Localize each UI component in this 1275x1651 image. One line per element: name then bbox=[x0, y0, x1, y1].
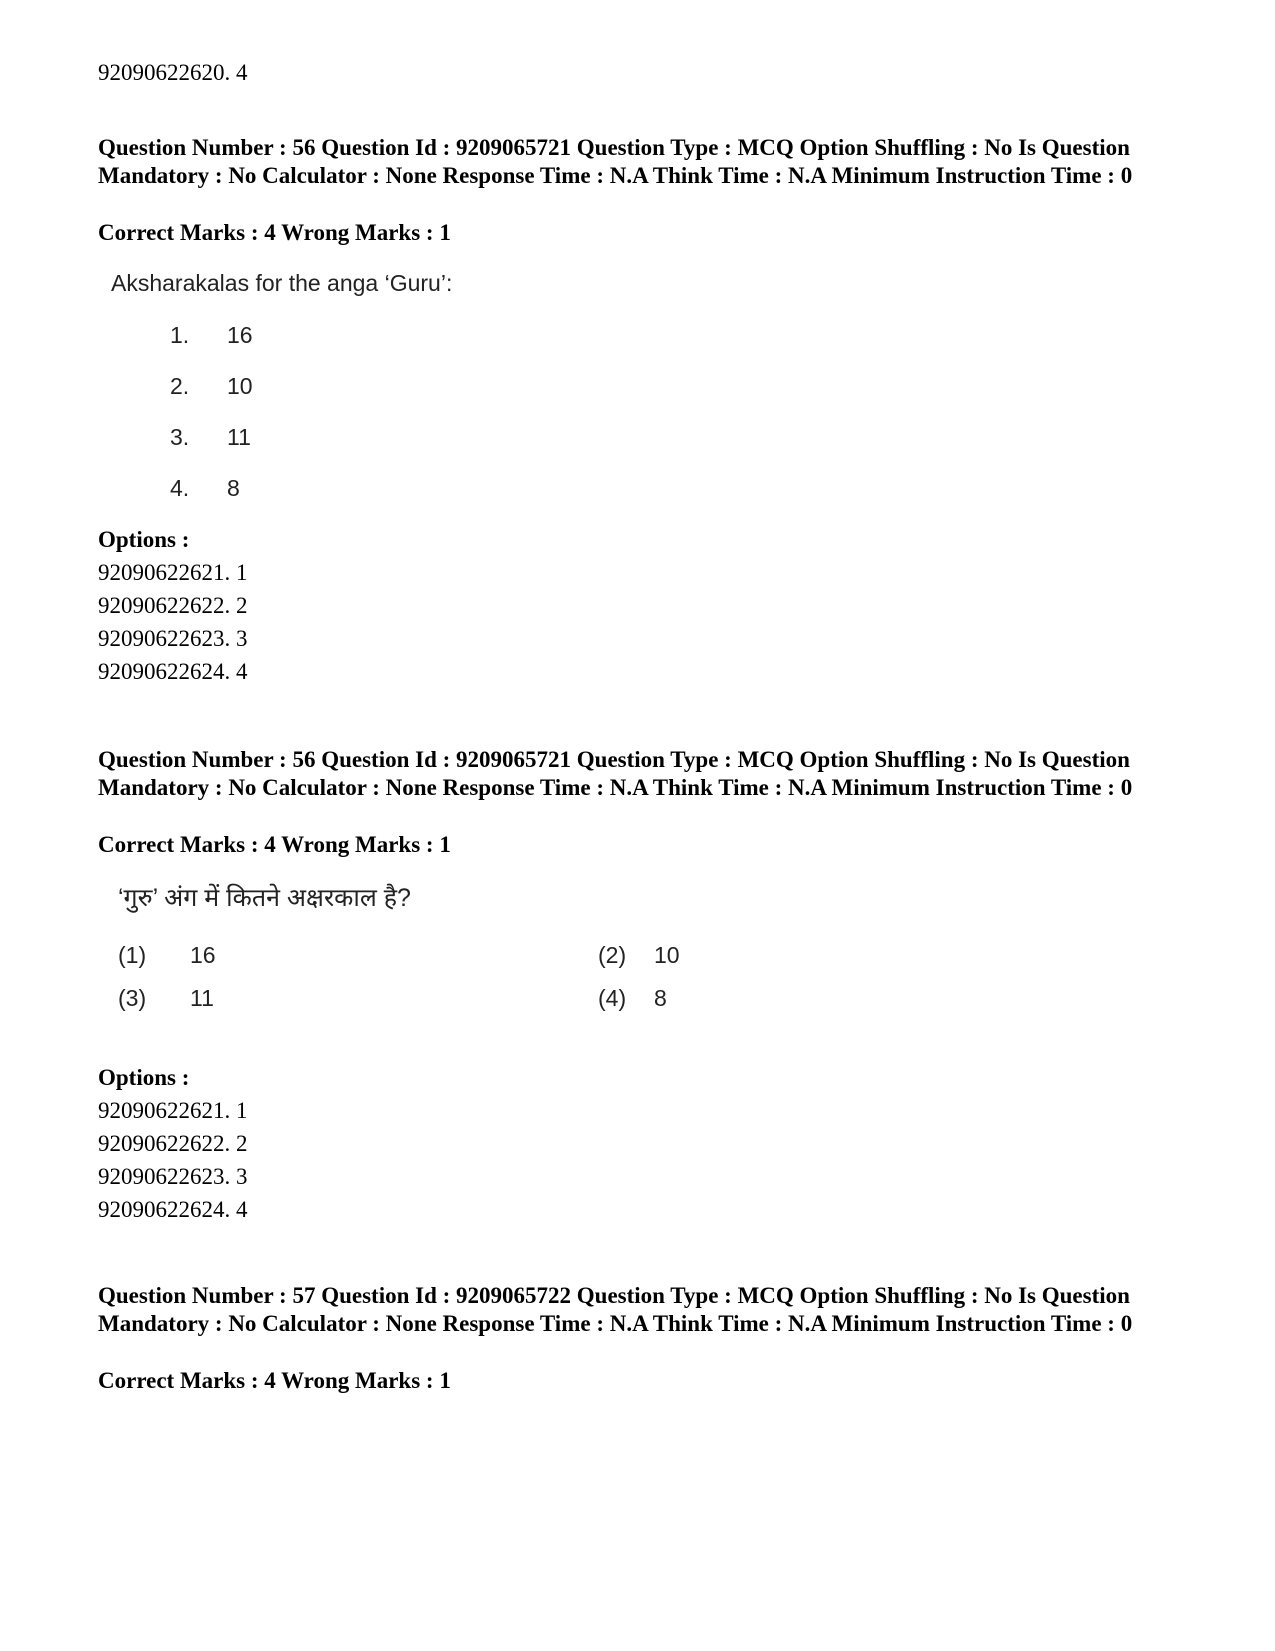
choice-value: 11 bbox=[190, 985, 214, 1011]
choice-cell bbox=[598, 942, 680, 969]
choice-value: 10 bbox=[227, 373, 253, 399]
marks-line: Correct Marks : 4 Wrong Marks : 1 bbox=[98, 832, 451, 857]
option-item: 92090622624. 4 bbox=[98, 659, 248, 684]
choice-number: 2. bbox=[170, 373, 190, 399]
choice-number: (2) bbox=[598, 942, 627, 968]
option-item: 92090622622. 2 bbox=[98, 593, 248, 618]
question-header: Question Number : 56 Question Id : 9209065721 Question Type : MCQ Option Shuffling : No Is Question Mandatory : No Calculator : None Response Time : N.A Think Time : N.A Minimum Instruction Time : 0 bbox=[98, 747, 1133, 800]
choice-number: 1. bbox=[170, 322, 190, 348]
choice-cell bbox=[598, 985, 667, 1012]
choice-value: 16 bbox=[227, 322, 253, 348]
choice-value: 8 bbox=[654, 985, 667, 1011]
option-item: 92090622624. 4 bbox=[98, 1197, 248, 1222]
marks-line: Correct Marks : 4 Wrong Marks : 1 bbox=[98, 1368, 451, 1393]
choice-value: 16 bbox=[190, 942, 216, 968]
options-label: Options : bbox=[98, 1065, 190, 1090]
marks-line: Correct Marks : 4 Wrong Marks : 1 bbox=[98, 220, 451, 245]
options-label: Options : bbox=[98, 527, 190, 552]
question-header: Question Number : 56 Question Id : 9209065721 Question Type : MCQ Option Shuffling : No Is Question Mandatory : No Calculator : None Response Time : N.A Think Time : N.A Minimum Instruction Time : 0 bbox=[98, 135, 1133, 188]
option-item: 92090622623. 3 bbox=[98, 1164, 248, 1189]
choice-row bbox=[170, 475, 240, 502]
option-item: 92090622621. 1 bbox=[98, 1098, 248, 1123]
option-item: 92090622622. 2 bbox=[98, 1131, 248, 1156]
question-header: Question Number : 57 Question Id : 9209065722 Question Type : MCQ Option Shuffling : No Is Question Mandatory : No Calculator : None Response Time : N.A Think Time : N.A Minimum Instruction Time : 0 bbox=[98, 1283, 1133, 1336]
choice-number: (3) bbox=[118, 985, 147, 1011]
choice-number: 3. bbox=[170, 424, 190, 450]
choice-value: 8 bbox=[227, 475, 240, 501]
choice-number: (1) bbox=[118, 942, 147, 968]
choice-value: 11 bbox=[227, 424, 251, 450]
choice-number: 4. bbox=[170, 475, 190, 501]
choice-value: 10 bbox=[654, 942, 680, 968]
question-title: ‘गुरु’ अंग में कितने अक्षरकाल है? bbox=[118, 884, 411, 912]
choice-number: (4) bbox=[598, 985, 627, 1011]
option-item: 92090622623. 3 bbox=[98, 626, 248, 651]
choice-cell bbox=[118, 942, 216, 969]
choice-row bbox=[170, 424, 251, 451]
choice-row bbox=[170, 373, 253, 400]
question-title: Aksharakalas for the anga ‘Guru’: bbox=[111, 270, 453, 296]
choice-cell bbox=[118, 985, 214, 1012]
previous-option-line: 92090622620. 4 bbox=[98, 60, 248, 85]
choice-row bbox=[170, 322, 253, 349]
option-item: 92090622621. 1 bbox=[98, 560, 248, 585]
